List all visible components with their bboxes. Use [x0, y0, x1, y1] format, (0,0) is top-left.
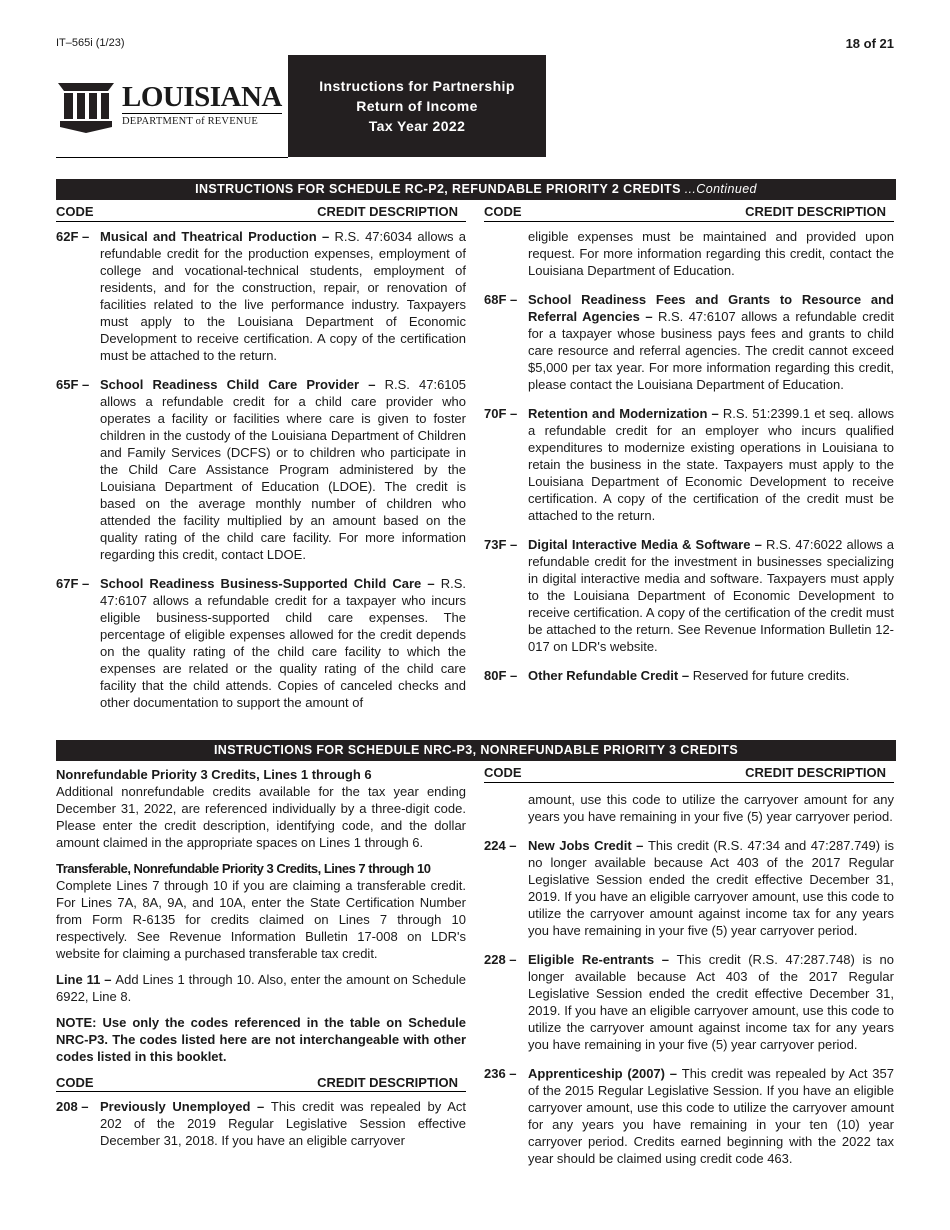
credit-title: Musical and Theatrical Production –	[100, 229, 335, 244]
credit-title: Retention and Modernization –	[528, 406, 723, 421]
col-code-label: CODE	[484, 765, 522, 780]
credit-code: 65F –	[56, 377, 90, 392]
credit-title: Apprenticeship (2007) –	[528, 1066, 682, 1081]
credit-entry-70f	[484, 405, 894, 524]
section-banner-nrc-p3	[56, 740, 896, 761]
document-title	[288, 55, 546, 157]
credit-code: 228 –	[484, 952, 517, 967]
paragraph-text: Complete Lines 7 through 10 if you are claiming a transferable credit. For Lines 7A, 8A, 9A, and 10A, enter the State Certification Number from Form R-6135 for credits claimed on Lines 7 through 10 respectively. See Revenue Information Bulletin 17-008 on LDR's website for claiming a purchased transferable tax credit.	[56, 878, 466, 961]
column-header-left	[56, 1074, 466, 1092]
col-desc-label: CREDIT DESCRIPTION	[745, 204, 886, 219]
page-number: 18 of 21	[845, 36, 894, 51]
title-line-2: Return of Income	[356, 98, 478, 114]
ldr-emblem-icon	[56, 77, 116, 135]
lines-7-10-paragraph	[56, 860, 466, 962]
credit-entry-73f	[484, 536, 894, 655]
logo-name: LOUISIANA	[122, 81, 282, 113]
credit-title: School Readiness Fees and Grants to Resource and Referral Agencies –	[528, 292, 894, 324]
title-line-3: Tax Year 2022	[368, 118, 466, 134]
banner-continued: ...Continued	[684, 182, 757, 196]
banner-title: INSTRUCTIONS FOR SCHEDULE RC-P2, REFUNDABLE PRIORITY 2 CREDITS	[195, 182, 685, 196]
credit-title: School Readiness Business-Supported Child Care –	[100, 576, 441, 591]
credit-text: This credit (R.S. 47:34 and 47:287.749) is no longer available because Act 403 of the 2017 Regular Legislative Session ended the credit effective December 31, 2019. If you have an eligible carryover amount, use this code to utilize the carryover amount against income tax for any years you have remaining in your five (5) year carryover period.	[528, 838, 894, 938]
credit-entry-80f	[484, 667, 894, 684]
paragraph-heading: Line 11 –	[56, 972, 116, 987]
rc-p2-right-column	[484, 228, 894, 696]
credit-title: Previously Unemployed –	[100, 1099, 271, 1114]
credit-code: 68F –	[484, 292, 518, 307]
col-code-label: CODE	[56, 1075, 94, 1090]
credit-text: R.S. 47:6107 allows a refundable credit for a taxpayer whose business pays fees and grants to child care resource and referral agencies. The credit cannot exceed $5,000 per tax year. For more information regarding this credit, please contact the Louisiana Department of Education.	[528, 309, 894, 392]
credit-text: This credit (R.S. 47:287.748) is no longer available because Act 403 of the 2017 Regular Legislative Session ended the credit effective December 31, 2019. If you have an eligible carryover amount, use this code to utilize the carryover amount against income tax for any years you have remaining in your five (5) year carryover period.	[528, 952, 894, 1052]
credit-code: 80F –	[484, 668, 518, 683]
col-code-label: CODE	[56, 204, 94, 219]
credit-text: This credit was repealed by Act 357 of the 2015 Regular Legislative Session. If you have an eligible carryover amount, use this code to utilize the carryover amount for any years you have remaining in your ten (10) year carryover period. Credits earned beginning with the 2022 tax year should be claimed using credit code 463.	[528, 1066, 894, 1166]
note-paragraph: NOTE: Use only the codes referenced in the table on Schedule NRC-P3. The codes listed here are not interchangeable with other codes listed in this booklet.	[56, 1015, 466, 1064]
credit-entry-68f	[484, 291, 894, 393]
credit-entry-208	[56, 1098, 466, 1149]
credit-entry-65f	[56, 376, 466, 563]
credit-code: 62F –	[56, 229, 90, 244]
credit-code: 73F –	[484, 537, 518, 552]
credit-title: Other Refundable Credit –	[528, 668, 693, 683]
credit-entry-224	[484, 837, 894, 939]
col-desc-label: CREDIT DESCRIPTION	[317, 1075, 458, 1090]
credit-text: R.S. 47:6105 allows a refundable credit for a child care provider who operates a facility or facilities where care is given to foster children in the custody of the Louisiana Department of Children and Family Services (DCFS) or to children who participate in the Child Care Assistance Program administered by the Louisiana Department of Education (LDOE). The credit is based on the average monthly number of children who attended the facility multiplied by an amount based on the quality rating of the child care facility. For more information regarding this credit, contact LDOE.	[100, 377, 466, 562]
paragraph-text: Additional nonrefundable credits available for the tax year ending December 31, 2022, are referenced individually by a three-digit code. Please enter the credit description, identifying code, and the dollar amount claimed in the appropriate spaces on Lines 1 through 6.	[56, 784, 466, 850]
rc-p2-left-column	[56, 228, 466, 723]
credit-entry-236	[484, 1065, 894, 1167]
continued-text: amount, use this code to utilize the carryover amount for any years you have remaining in your five (5) year carryover period.	[528, 792, 894, 824]
credit-title: Eligible Re-entrants –	[528, 952, 677, 967]
paragraph-text: Add Lines 1 through 10. Also, enter the amount on Schedule 6922, Line 8.	[56, 972, 466, 1004]
nrc-p3-left-column	[56, 766, 466, 1161]
col-code-label: CODE	[484, 204, 522, 219]
credit-entry-62f	[56, 228, 466, 364]
credit-text: R.S. 51:2399.1 et seq. allows a refundable credit for an employer who incurs qualified expenditures to modernize existing operations in Louisiana to retain the business in the state. Taxpayers must apply to the Louisiana Department of Economic Development to receive certification. A copy of the certification of the credit must be attached to the return.	[528, 406, 894, 523]
nrc-p3-right-column	[484, 791, 894, 1179]
continued-text: eligible expenses must be maintained and provided upon request. For more information regarding this credit, contact the Louisiana Department of Education.	[528, 229, 894, 278]
section-banner-rc-p2	[56, 179, 896, 200]
form-id: IT–565i (1/23)	[56, 37, 125, 49]
logo-subtitle: DEPARTMENT of REVENUE	[122, 113, 282, 127]
credit-text: R.S. 47:6022 allows a refundable credit for the investment in businesses specializing in digital interactive media and software. Taxpayers must apply to the Louisiana Department of Economic Development to receive certification. A copy of the certification of the credit must be attached to the return. See Revenue Information Bulletin 12-017 on LDR's website.	[528, 537, 894, 654]
column-header-left	[56, 204, 466, 222]
credit-code: 208 –	[56, 1099, 89, 1114]
credit-text: R.S. 47:6034 allows a refundable credit for the production expenses, employment of college and vocational-technical students, employment of residents, and for the construction, repair, or renovation of facilities related to the live performance industry. Taxpayers must apply to the Louisiana Department of Economic Development to receive certification. A copy of the certification must be attached to the return.	[100, 229, 466, 363]
col-desc-label: CREDIT DESCRIPTION	[317, 204, 458, 219]
column-header-right	[484, 204, 894, 222]
line-11-paragraph	[56, 971, 466, 1005]
credit-title: Digital Interactive Media & Software –	[528, 537, 766, 552]
credit-code: 67F –	[56, 576, 90, 591]
title-line-1: Instructions for Partnership	[319, 78, 515, 94]
credit-text: R.S. 47:6107 allows a refundable credit for a taxpayer who incurs eligible business-supported child care expenses. The percentage of eligible expenses allowed for the credit depends on the quality rating of the child care facility to which the expenses are related or the quality rating of the child care facility that the child attends. Copies of canceled checks and other documentation to support the amount of	[100, 576, 466, 710]
credit-code: 236 –	[484, 1066, 517, 1081]
lines-1-6-paragraph	[56, 766, 466, 851]
col-desc-label: CREDIT DESCRIPTION	[745, 765, 886, 780]
banner-title: INSTRUCTIONS FOR SCHEDULE NRC-P3, NONREFUNDABLE PRIORITY 3 CREDITS	[213, 743, 739, 757]
paragraph-heading: Transferable, Nonrefundable Priority 3 Credits, Lines 7 through 10	[56, 861, 431, 876]
credit-text: This credit was repealed by Act 202 of the 2019 Regular Legislative Session effective December 31, 2018. If you have an eligible carryover	[100, 1099, 466, 1148]
credit-code: 70F –	[484, 406, 518, 421]
credit-entry-228	[484, 951, 894, 1053]
credit-entry-67f	[56, 575, 466, 711]
column-header-right	[484, 765, 894, 783]
credit-code: 224 –	[484, 838, 517, 853]
credit-title: New Jobs Credit –	[528, 838, 648, 853]
logo	[56, 55, 288, 158]
paragraph-heading: Nonrefundable Priority 3 Credits, Lines 1 through 6	[56, 767, 372, 782]
credit-text: Reserved for future credits.	[692, 668, 850, 683]
credit-title: School Readiness Child Care Provider –	[100, 377, 385, 392]
